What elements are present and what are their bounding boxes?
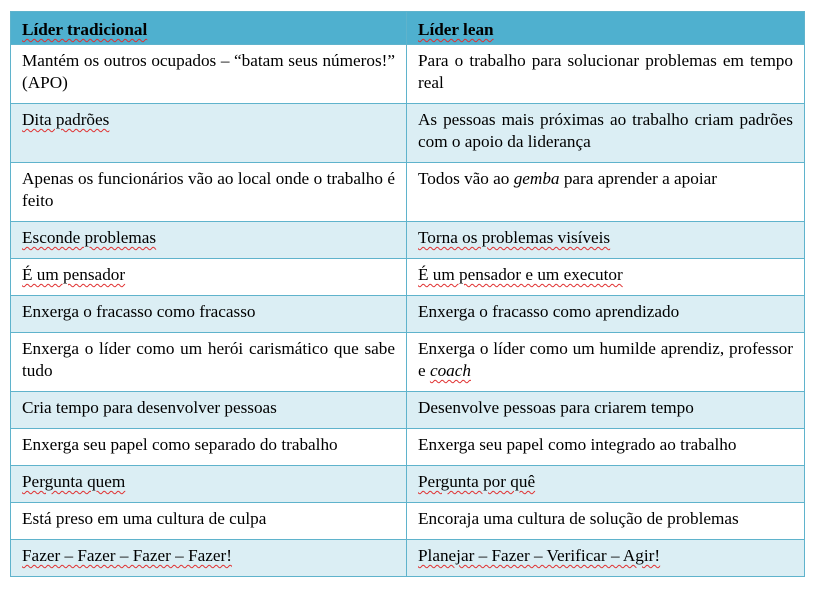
table-row xyxy=(11,163,805,222)
cell-traditional: Enxerga o líder como um herói carismático que sabe tudo xyxy=(11,333,407,392)
cell-lean xyxy=(407,222,805,259)
cell-lean: Enxerga o fracasso como aprendizado xyxy=(407,296,805,333)
table-row xyxy=(11,392,805,429)
table-row xyxy=(11,466,805,503)
cell-traditional xyxy=(11,466,407,503)
table-row xyxy=(11,222,805,259)
cell-lean: Enxerga seu papel como integrado ao trabalho xyxy=(407,429,805,466)
cell-text: Dita padrões xyxy=(22,110,110,129)
cell-text: Planejar – Fazer – Verificar – Agir! xyxy=(418,546,661,565)
cell-text-italic: gemba xyxy=(513,169,560,188)
cell-traditional: Enxerga seu papel como separado do trabalho xyxy=(11,429,407,466)
cell-traditional: Está preso em uma cultura de culpa xyxy=(11,503,407,540)
cell-traditional xyxy=(11,259,407,296)
header-traditional-leader xyxy=(11,12,407,45)
cell-lean xyxy=(407,333,805,392)
cell-text: É um pensador e um executor xyxy=(418,265,623,284)
table-row xyxy=(11,429,805,466)
cell-text: Fazer – Fazer – Fazer – Fazer! xyxy=(22,546,232,565)
cell-lean: Desenvolve pessoas para criarem tempo xyxy=(407,392,805,429)
table-row xyxy=(11,503,805,540)
cell-text: para aprender a apoiar xyxy=(559,169,717,188)
cell-lean xyxy=(407,466,805,503)
header-traditional-leader-text: Líder tradicional xyxy=(22,20,148,39)
cell-lean xyxy=(407,259,805,296)
comparison-table-container xyxy=(10,11,804,577)
cell-text: Todos vão ao xyxy=(418,169,514,188)
cell-text-italic: coach xyxy=(429,361,471,380)
cell-traditional: Mantém os outros ocupados – “batam seus números!” (APO) xyxy=(11,45,407,104)
cell-text: Pergunta quem xyxy=(22,472,126,491)
table-row xyxy=(11,45,805,104)
cell-lean xyxy=(407,163,805,222)
cell-traditional: Cria tempo para desenvolver pessoas xyxy=(11,392,407,429)
table-row xyxy=(11,333,805,392)
header-lean-leader-text: Líder lean xyxy=(418,20,494,39)
cell-traditional xyxy=(11,540,407,577)
cell-text: Enxerga o líder como um humilde aprendiz, professor e xyxy=(418,339,793,380)
header-lean-leader xyxy=(407,12,805,45)
cell-lean: Encoraja uma cultura de solução de problemas xyxy=(407,503,805,540)
cell-lean: As pessoas mais próximas ao trabalho criam padrões com o apoio da liderança xyxy=(407,104,805,163)
cell-text: Torna os problemas visíveis xyxy=(418,228,611,247)
cell-text: É um pensador xyxy=(22,265,126,284)
table-row xyxy=(11,259,805,296)
table-row xyxy=(11,540,805,577)
table-row xyxy=(11,296,805,333)
leader-comparison-table xyxy=(10,11,805,577)
table-row xyxy=(11,104,805,163)
cell-traditional xyxy=(11,222,407,259)
cell-traditional: Enxerga o fracasso como fracasso xyxy=(11,296,407,333)
cell-text: Esconde problemas xyxy=(22,228,157,247)
cell-lean: Para o trabalho para solucionar problemas em tempo real xyxy=(407,45,805,104)
cell-lean xyxy=(407,540,805,577)
cell-traditional xyxy=(11,104,407,163)
cell-traditional: Apenas os funcionários vão ao local onde o trabalho é feito xyxy=(11,163,407,222)
table-header-row xyxy=(11,12,805,45)
cell-text: Pergunta por quê xyxy=(418,472,536,491)
